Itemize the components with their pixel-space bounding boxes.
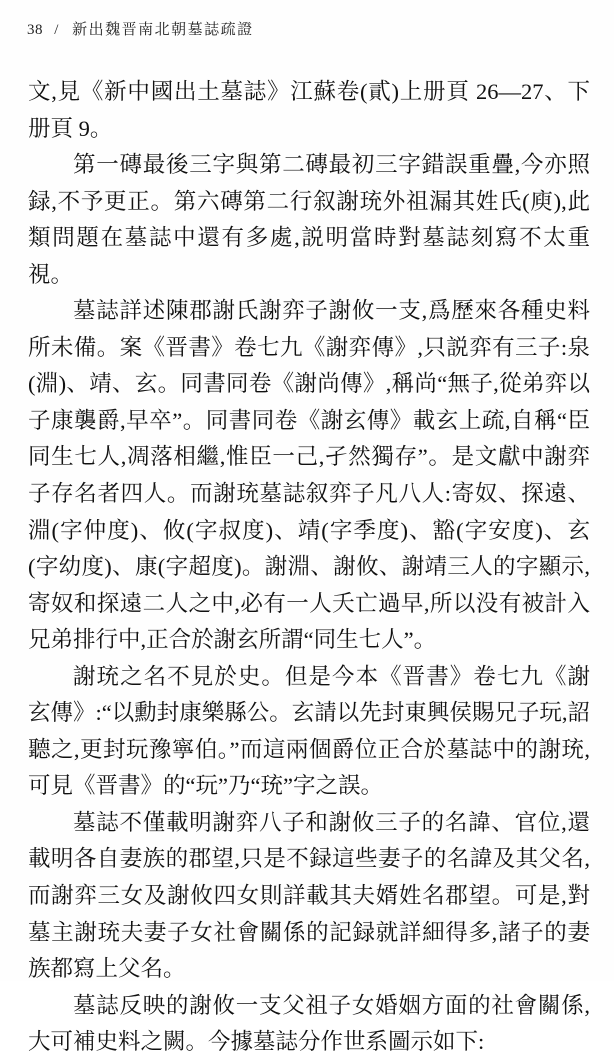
book-title: 新出魏晋南北朝墓誌疏證 bbox=[72, 22, 254, 38]
header-separator: / bbox=[54, 22, 60, 38]
page-number: 38 bbox=[27, 22, 43, 38]
paragraph: 墓誌詳述陳郡謝氏謝弈子謝攸一支,爲歷來各種史料所未備。案《晋書》卷七九《謝弈傳》,只説弈有三子:泉(淵)、靖、玄。同書同卷《謝尚傳》,稱尚“無子,從弟弈以子康襲爵,早卒”。同書同卷《謝玄傳》載玄上疏,自稱“臣同生七人,凋落相繼,惟臣一己,孑然獨存”。是文獻中謝弈子存名者四人。而謝珫墓誌叙弈子凡八人:寄奴、探遠、淵(字仲度)、攸(字叔度)、靖(字季度)、豁(字安度)、玄(字幼度)、康(字超度)。謝淵、謝攸、謝靖三人的字顯示,寄奴和探遠二人之中,必有一人夭亡過早,所以没有被計入兄弟排行中,正合於謝玄所謂“同生七人”。 bbox=[28, 298, 590, 653]
paragraph: 文,見《新中國出土墓誌》江蘇卷(貳)上册頁 26—27、下册頁 9。 bbox=[28, 79, 590, 141]
paragraph: 墓誌反映的謝攸一支父祖子女婚姻方面的社會關係,大可補史料之闕。今據墓誌分作世系圖示如下: bbox=[28, 992, 590, 1055]
page-body bbox=[28, 74, 590, 1061]
paragraph: 墓誌不僅載明謝弈八子和謝攸三子的名諱、官位,還載明各自妻族的郡望,只是不録這些妻子的名諱及其父名,而謝弈三女及謝攸四女則詳載其夫婿姓名郡望。可是,對墓主謝珫夫妻子女社會關係的記録就詳細得多,諸子的妻族都寫上父名。 bbox=[28, 809, 590, 982]
paragraph: 第一磚最後三字與第二磚最初三字錯誤重疊,今亦照録,不予更正。第六磚第二行叙謝珫外祖漏其姓氏(庾),此類問題在墓誌中還有多處,説明當時對墓誌刻寫不太重視。 bbox=[28, 152, 590, 287]
paragraph: 謝珫之名不見於史。但是今本《晋書》卷七九《謝玄傳》:“以勳封康樂縣公。玄請以先封東興侯賜兄子玩,詔聽之,更封玩豫寧伯。”而這兩個爵位正合於墓誌中的謝珫,可見《晋書》的“玩”乃“珫”字之誤。 bbox=[28, 663, 590, 799]
running-header bbox=[27, 18, 254, 39]
